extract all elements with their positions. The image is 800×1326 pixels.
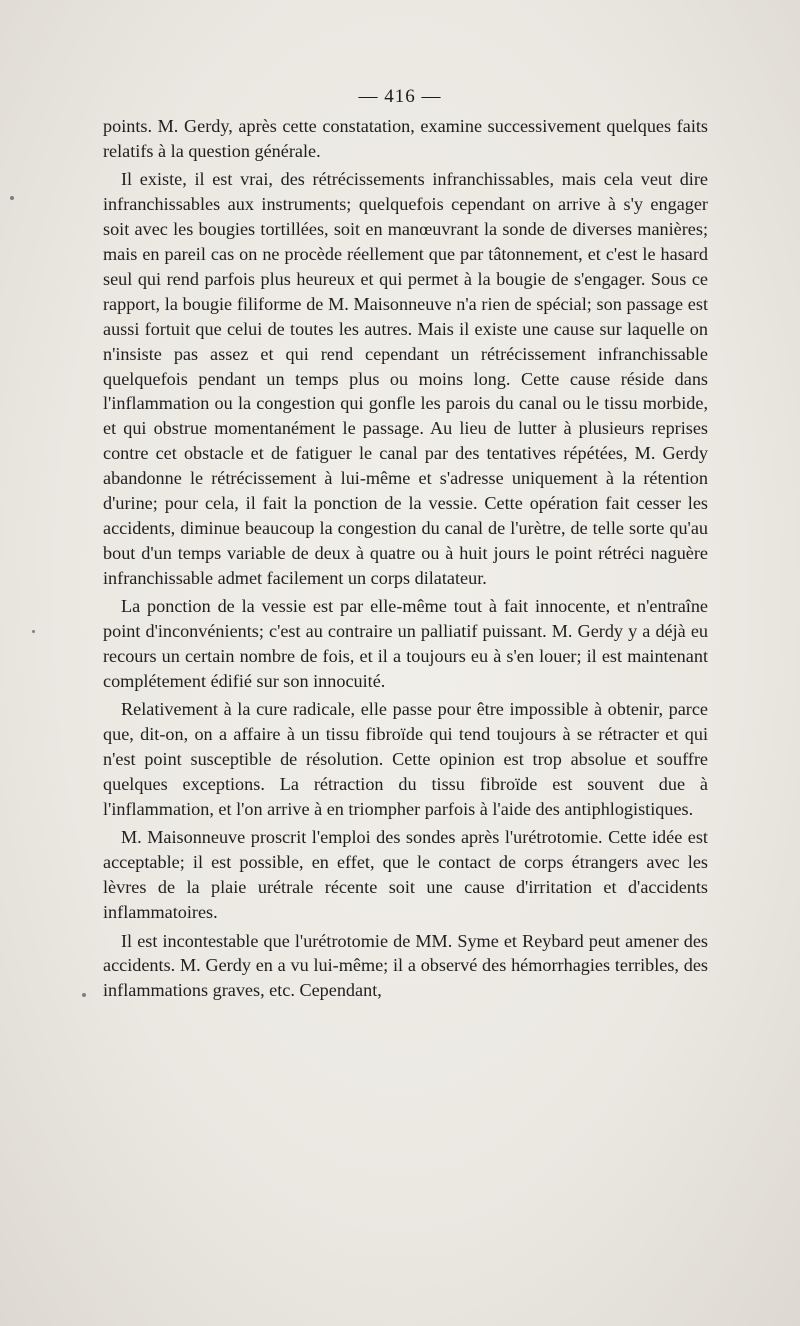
ink-speck xyxy=(82,993,86,997)
paragraph: Il est incontestable que l'urétrotomie de MM. Syme et Reybard peut amener des accidents. M. Gerdy en a vu lui-même; il a observé des hémorrhagies terribles, des inflammations graves, etc. Cependant, xyxy=(103,930,708,1001)
paragraph: points. M. Gerdy, après cette constatation, examine successivement quelques faits relatifs à la question générale. xyxy=(103,116,708,161)
body-text xyxy=(103,114,708,1007)
ink-speck xyxy=(32,630,35,633)
paragraph: Il existe, il est vrai, des rétrécissements infranchissables, mais cela veut dire infranchissables aux instruments; quelquefois cependant on arrive à s'y engager soit avec les bougies tortillées, soit en manœuvrant la sonde de diverses manières; mais en pareil cas on ne procède réellement que par tâtonnement, et c'est le hasard seul qui rend parfois plus heureux et qui permet à la bougie de s'engager. Sous ce rapport, la bougie filiforme de M. Maisonneuve n'a rien de spécial; son passage est aussi fortuit que celui de toutes les autres. Mais il existe une cause sur laquelle on n'insiste pas assez et qui rend cependant un rétrécissement infranchissable quelquefois pendant un temps plus ou moins long. Cette cause réside dans l'inflammation ou la congestion qui gonfle les parois du canal ou le tissu morbide, et qui obstrue momentanément le passage. Au lieu de lutter à plusieurs reprises contre cet obstacle et de fatiguer le canal par des tentatives répétées, M. Gerdy abandonne le rétrécissement à lui-même et s'adresse uniquement à la rétention d'urine; pour cela, il fait la ponction de la vessie. Cette opération fait cesser les accidents, diminue beaucoup la congestion du canal de l'urètre, de telle sorte qu'au bout d'un temps variable de deux à quatre ou à huit jours le point rétréci naguère infranchissable admet facilement un corps dilatateur. xyxy=(103,169,708,588)
paragraph: Relativement à la cure radicale, elle passe pour être impossible à obtenir, parce que, dit-on, on a affaire à un tissu fibroïde qui tend toujours à se rétracter et qui n'est point susceptible de résolution. Cette opinion est trop absolue et souffre quelques exceptions. La rétraction du tissu fibroïde est souvent due à l'inflammation, et l'on arrive à en triompher parfois à l'aide des antiphlogistiques. xyxy=(103,699,708,819)
ink-speck xyxy=(10,196,14,200)
paragraph: La ponction de la vessie est par elle-même tout à fait innocente, et n'entraîne point d'inconvénients; c'est au contraire un palliatif puissant. M. Gerdy y a déjà eu recours un certain nombre de fois, et il a toujours eu à s'en louer; il est maintenant complétement édifié sur son innocuité. xyxy=(103,596,708,691)
paragraph: M. Maisonneuve proscrit l'emploi des sondes après l'urétrotomie. Cette idée est acceptable; il est possible, en effet, que le contact de corps étrangers avec les lèvres de la plaie urétrale récente soit une cause d'irritation et d'accidents inflammatoires. xyxy=(103,827,708,923)
page-number: — 416 — xyxy=(358,86,442,107)
